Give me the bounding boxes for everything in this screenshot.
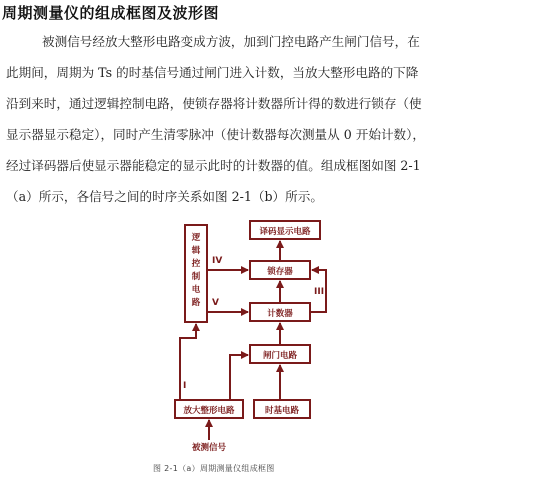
logic-control-label-6: 路 <box>191 298 201 308</box>
paragraph-line: 经过译码器后使显示器能稳定的显示此时的计数器的值。组成框图如图 2-1 <box>6 158 421 173</box>
logic-control-label-4: 制 <box>191 272 201 282</box>
figure-caption: 图 2-1（a）周期测量仪组成框图 <box>153 464 275 473</box>
paragraph-line: 此期间，周期为 Ts 的时基信号通过闸门进入计数，当放大整形电路的下降 <box>6 65 419 80</box>
timebase-label: 时基电路 <box>264 406 300 416</box>
amplifier-shaper-label: 放大整形电路 <box>183 406 235 416</box>
logic-control-label-5: 电 <box>191 285 201 295</box>
paragraph-line: （a）所示，各信号之间的时序关系如图 2-1（b）所示。 <box>6 189 323 204</box>
logic-control-label-1: 逻 <box>191 233 201 243</box>
page-title: 周期测量仪的组成框图及波形图 <box>2 4 220 22</box>
paragraph-line: 沿到来时，通过逻辑控制电路，使锁存器将计数器所计得的数进行锁存（使 <box>6 96 422 111</box>
input-signal-label: 被测信号 <box>191 443 227 453</box>
counter-label: 计数器 <box>267 309 293 319</box>
gate-label: 闸门电路 <box>262 351 298 361</box>
block-diagram <box>150 218 430 458</box>
paragraph-line: 显示器显示稳定），同时产生清零脉冲（使计数器每次测量从 0 开始计数）， <box>6 127 426 142</box>
signal-i-label: I <box>183 381 187 391</box>
paragraph-line: 被测信号经放大整形电路变成方波，加到门控电路产生闸门信号，在 <box>42 34 420 49</box>
body-paragraph <box>6 26 552 212</box>
logic-control-label-3: 控 <box>191 259 201 269</box>
logic-control-label-2: 辑 <box>191 246 201 256</box>
amp-to-gate-arrow <box>230 355 248 400</box>
signal-v-label: V <box>212 298 219 308</box>
block-diagram-svg <box>150 218 430 458</box>
decoder-display-label: 译码显示电路 <box>259 227 311 237</box>
signal-iii-label: III <box>314 287 325 297</box>
signal-iv-label: IV <box>212 256 223 266</box>
latch-label: 锁存器 <box>267 267 293 277</box>
